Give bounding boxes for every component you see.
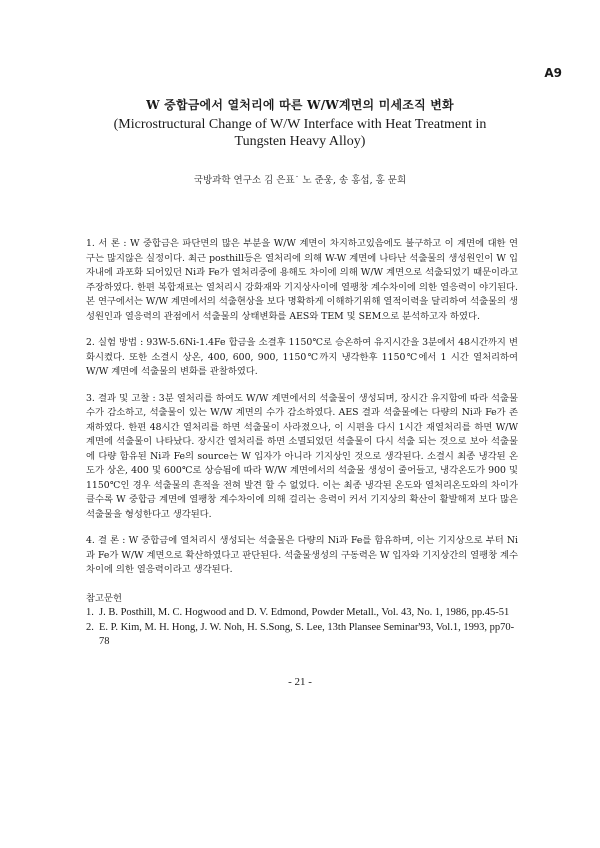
title-korean: W 중합금에서 열처리에 따른 W/W계면의 미세조직 변화 [146,98,454,112]
title-english-line2: Tungsten Heavy Alloy) [234,134,366,149]
reference-text: J. B. Posthill, M. C. Hogwood and D. V. Edmond, Powder Metall., Vol. 43, No. 1, 1986, pp.45-51 [99,607,510,618]
reference-item [86,606,518,621]
section-methods: 2. 실험 방법 : 93W-5.6Ni-1.4Fe 합금을 소결후 1150℃로 승온하여 유지시간을 3분에서 48시간까지 변화시켰다. 또한 소결시 상온, 400, 600, 900, 1150℃까지 냉각한후 1150℃에서 1 시간 열처리하여 W/W 계면에 석출물의 변화를 관찰하였다. [86,337,518,377]
abstract-body [86,237,518,650]
section-results: 3. 결과 및 고찰 : 3분 열처리를 하여도 W/W 계면에서의 석출물이 생성되며, 장시간 유지함에 따라 석출물수가 감소하고, 석출물이 있는 W/W 계면의 수가 감소하였다. AES 결과 석출물에는 다량의 Ni과 Fe가 존재하였다. 한편 48시간 열처리를 하면 석출물이 사라졌으나, 이 시편을 다시 1시간 재열처리를 하면 W/W 계면에 석출물이 나타났다. 장시간 열처리를 하면 소멸되었던 석출물이 다시 석출 되는 것으로 보아 석출물에 다량 함유된 Ni과 Fe의 source는 W 입자가 아니라 기지상인 것으로 생각된다. 소결시 최종 냉각된 온도가 상온, 400 및 600℃로 상승됨에 따라 W/W 계면에서의 석출물 생성이 줄어들고, 냉각온도가 900 및 1150℃인 경우 석출물의 흔적을 전혀 발견 할 수 없었다. 이는 최종 냉각된 온도와 열처리온도와의 차이가 클수록 W 중합금 계면에 열팽창 계수차이에 의해 걸리는 응력이 커서 기지상의 확산이 활발해져 보다 많은 석출물을 형성한다고 생각된다. [86,392,518,520]
references-heading: 참고문헌 [86,592,122,604]
title-english-line1: (Microstructural Change of W/W Interface with Heat Treatment in [113,117,487,132]
abstract-code: A9 [544,66,562,80]
section-introduction: 1. 서 론 : W 중합금은 파단면의 많은 부분을 W/W 계면이 차지하고있음에도 불구하고 이 계면에 대한 연구는 많지않은 실정이다. 최근 posthill등은 열처리에 의해 W-W 계면에 나타난 석출물의 생성원인이 W 입자내에 과포화 되어있던 Ni과 Fe가 열처리중에 용해도 차이에 의해 W/W 계면으로 석출되었기 때문이라고 주장하였다. 한편 복합재료는 열처리시 강화재와 기지상사이에 열팽창 계수차이에 의한 열응력이 야기된다. 본 연구에서는 W/W 계면에서의 석출현상을 보다 명확하게 이해하기위해 열적이력을 달리하여 석출물의 생성원인과 열응력의 관점에서 석출물의 상태변화를 AES와 TEM 및 SEM으로 분석하고자 하였다. [86,238,518,322]
authors: 국방과학 연구소 김 은표˙ 노 준웅, 송 홍섭, 홍 문희 [193,175,407,186]
reference-item [86,621,518,650]
reference-number: 1. [86,607,94,618]
reference-number: 2. [86,621,94,633]
page-number: - 21 - [288,676,312,688]
section-conclusion: 4. 결 론 : W 중합금에 열처리시 생성되는 석출물은 다량의 Ni과 Fe를 함유하며, 이는 기지상으로 부터 Ni과 Fe가 W/W 계면으로 확산하였다고 판단된다. 석출물생성의 구동력은 W 입자와 기지상간의 열팽창 계수차이에 의한 열응력이라고 생각된다. [86,535,518,575]
title-english [60,116,540,150]
reference-text: E. P. Kim, M. H. Hong, J. W. Noh, H. S.Song, S. Lee, 13th Plansee Seminar'93, Vol.1, 1993, pp70-78 [99,621,515,647]
